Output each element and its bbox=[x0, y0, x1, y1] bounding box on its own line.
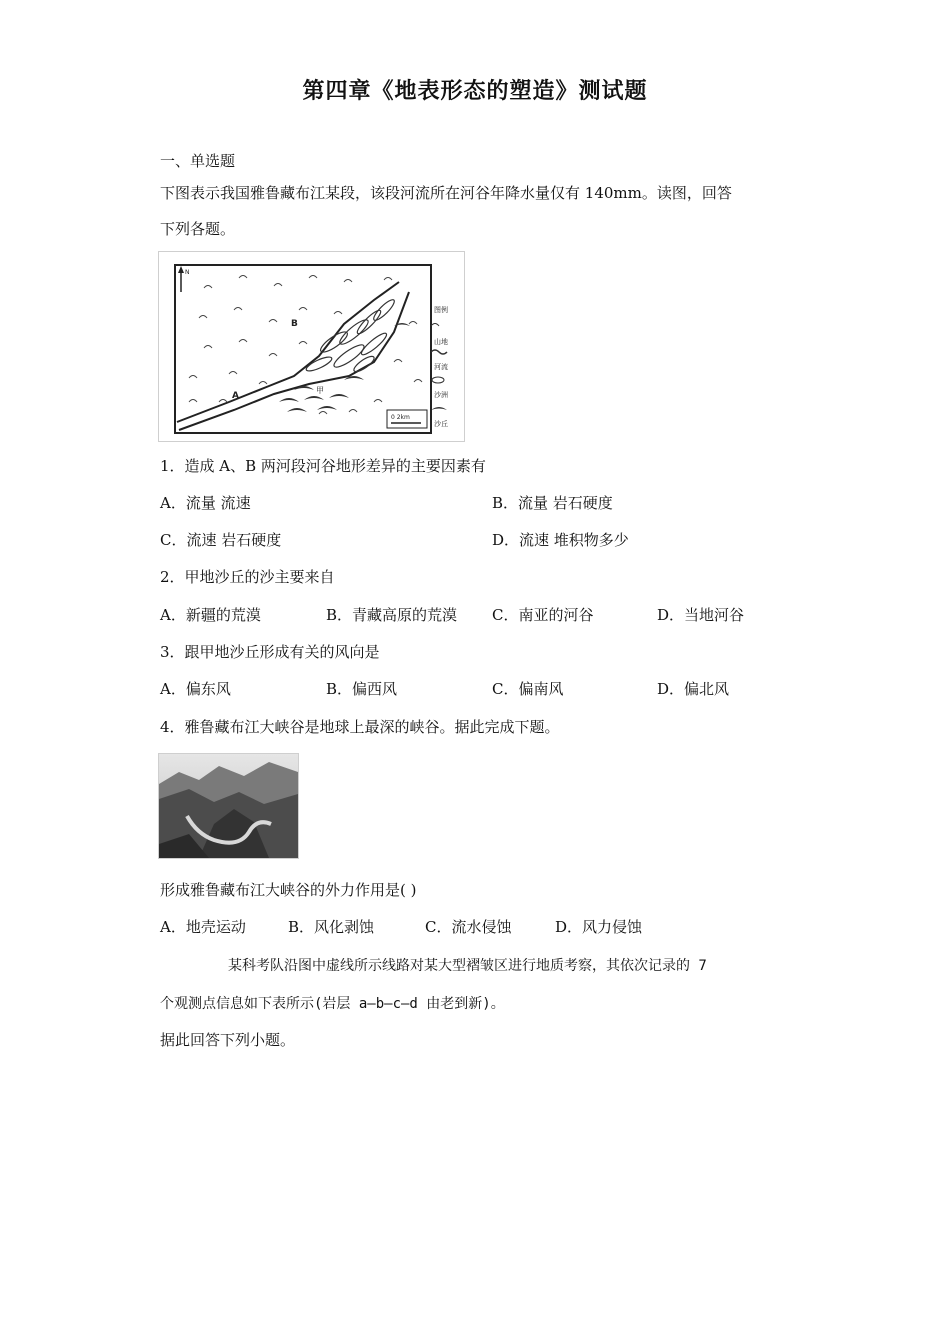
q2-option-a: A．新疆的荒漠 bbox=[160, 606, 261, 624]
q2-option-b: B．青藏高原的荒漠 bbox=[326, 606, 458, 624]
river-map-drawing bbox=[159, 252, 464, 441]
passage-line-1: 某科考队沿图中虚线所示线路对某大型褶皱区进行地质考察，其依次记录的 7 bbox=[228, 958, 707, 974]
q3-option-a: A．偏东风 bbox=[160, 680, 231, 698]
passage-line-3: 据此回答下列小题。 bbox=[160, 1031, 296, 1049]
river-map-figure bbox=[158, 251, 465, 442]
page-title: 第四章《地表形态的塑造》测试题 bbox=[302, 79, 648, 104]
question-2-stem: 2．甲地沙丘的沙主要来自 bbox=[160, 568, 335, 586]
q3-option-b: B．偏西风 bbox=[326, 680, 398, 698]
question-1-stem: 1．造成 A、B 两河段河谷地形差异的主要因素有 bbox=[160, 457, 486, 475]
legend-mountain: 山地 bbox=[434, 338, 448, 346]
q4-option-d: D．风力侵蚀 bbox=[555, 918, 643, 936]
question-4-sub: 形成雅鲁藏布江大峡谷的外力作用是( ) bbox=[160, 881, 417, 899]
q1-option-c: C．流速 岩石硬度 bbox=[160, 531, 282, 549]
legend-dune: 沙丘 bbox=[434, 420, 448, 428]
q1-option-b: B．流量 岩石硬度 bbox=[492, 494, 613, 512]
q2-option-c: C．南亚的河谷 bbox=[492, 606, 594, 624]
intro-text-line-1: 下图表示我国雅鲁藏布江某段，该段河流所在河谷年降水量仅有 140mm。读图，回答 bbox=[160, 184, 732, 202]
legend-title: 图例 bbox=[434, 306, 448, 314]
map-label-jia: 甲 bbox=[316, 386, 324, 395]
q2-option-d: D．当地河谷 bbox=[657, 606, 745, 624]
q4-option-b: B．风化剥蚀 bbox=[288, 918, 375, 936]
question-4-stem: 4．雅鲁藏布江大峡谷是地球上最深的峡谷。据此完成下题。 bbox=[160, 718, 560, 736]
canyon-photo-drawing bbox=[159, 754, 298, 858]
scale-label: 0 2km bbox=[391, 414, 410, 421]
canyon-photo bbox=[158, 753, 299, 859]
intro-text-line-2: 下列各题。 bbox=[160, 220, 236, 238]
q1-option-a: A．流量 流速 bbox=[160, 494, 251, 512]
q1-option-d: D．流速 堆积物多少 bbox=[492, 531, 629, 549]
q3-option-d: D．偏北风 bbox=[657, 680, 730, 698]
question-3-stem: 3．跟甲地沙丘形成有关的风向是 bbox=[160, 643, 380, 661]
section-heading: 一、单选题 bbox=[160, 152, 236, 170]
legend-river: 河流 bbox=[434, 363, 448, 371]
legend-bar: 沙洲 bbox=[434, 391, 448, 399]
map-label-a: A bbox=[232, 391, 239, 401]
q4-option-a: A．地壳运动 bbox=[160, 918, 246, 936]
q4-option-c: C．流水侵蚀 bbox=[425, 918, 512, 936]
passage-line-2: 个观测点信息如下表所示(岩层 a—b—c—d 由老到新)。 bbox=[160, 996, 505, 1012]
q3-option-c: C．偏南风 bbox=[492, 680, 564, 698]
north-label: N bbox=[185, 269, 190, 276]
map-label-b: B bbox=[291, 319, 298, 329]
